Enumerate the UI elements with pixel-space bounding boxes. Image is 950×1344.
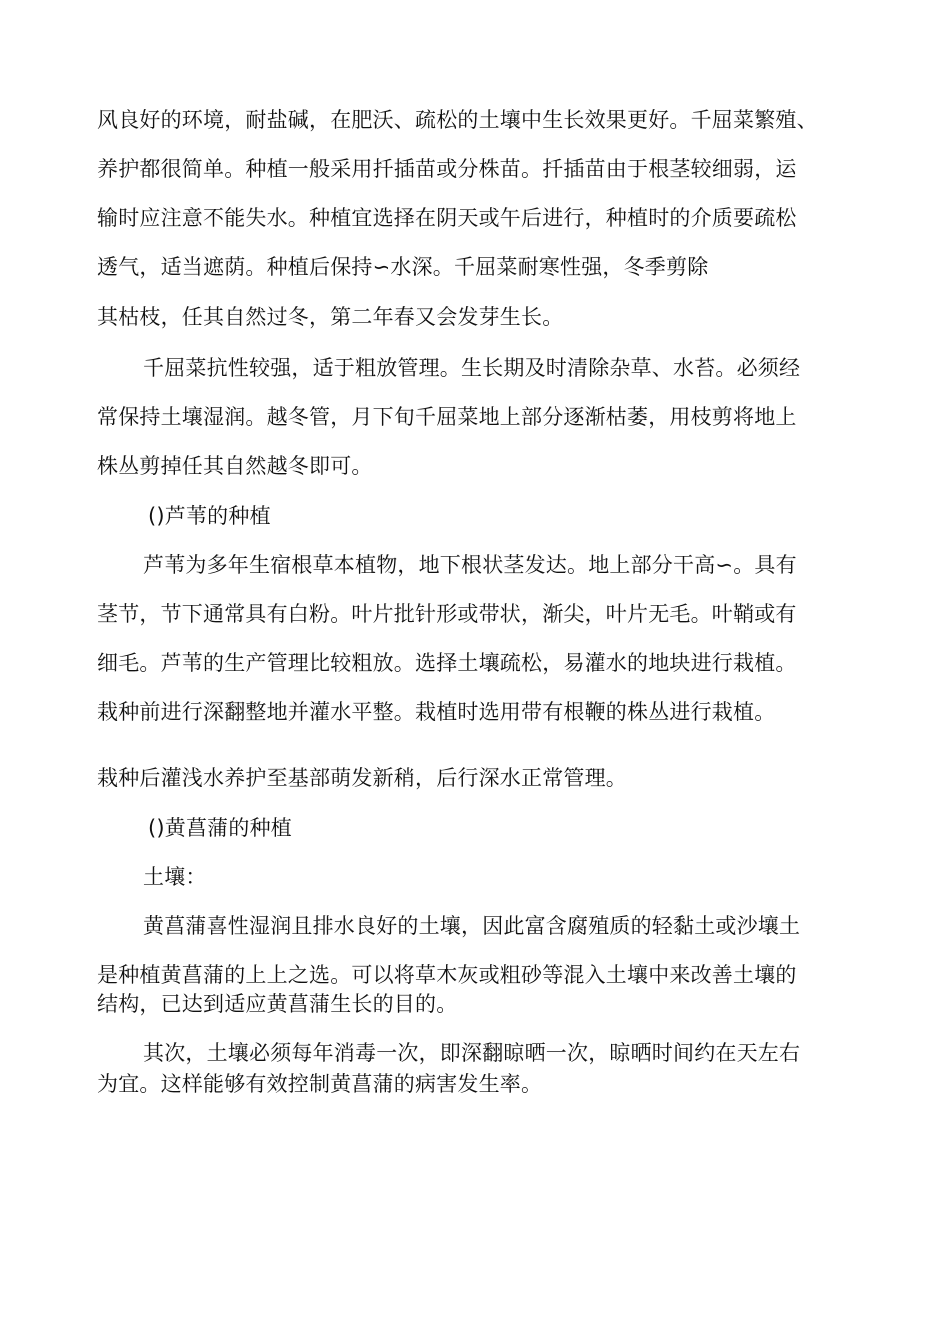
text-line: 输时应注意不能失水。种植宜选择在阴天或午后进行，种植时的介质要疏松 xyxy=(97,206,797,230)
text-line: 透气，适当遮荫。种植后保持∽水深。千屈菜耐寒性强，冬季剪除 xyxy=(97,255,709,279)
text-line: 风良好的环境，耐盐碱，在肥沃、疏松的土壤中生长效果更好。千屈菜繁殖、 xyxy=(97,108,818,132)
subheading-soil: 土壤： xyxy=(143,865,207,889)
text-line: 茎节，节下通常具有白粉。叶片批针形或带状，渐尖，叶片无毛。叶鞘或有 xyxy=(97,602,797,626)
text-line: 株丛剪掉任其自然越冬即可。 xyxy=(97,454,373,478)
section-heading: ()黄菖蒲的种植 xyxy=(148,816,292,840)
text-line: 黄菖蒲喜性湿润且排水良好的土壤，因此富含腐殖质的轻黏土或沙壤土 xyxy=(143,914,801,938)
text-line: 其次，土壤必须每年消毒一次，即深翻晾晒一次，晾晒时间约在天左右 xyxy=(143,1041,801,1065)
text-line: 养护都很简单。种植一般采用扦插苗或分株苗。扦插苗由于根茎较细弱，运 xyxy=(97,157,797,181)
text-line: 栽种后灌浅水养护至基部萌发新稍，后行深水正常管理。 xyxy=(97,766,627,790)
text-line: 为宜。这样能够有效控制黄菖蒲的病害发生率。 xyxy=(97,1072,543,1096)
text-line: 栽种前进行深翻整地并灌水平整。栽植时选用带有根鞭的株丛进行栽植。 xyxy=(97,700,776,724)
text-line: 细毛。芦苇的生产管理比较粗放。选择土壤疏松，易灌水的地块进行栽植。 xyxy=(97,651,797,675)
text-line: 芦苇为多年生宿根草本植物，地下根状茎发达。地上部分干高∽。具有 xyxy=(143,553,797,577)
text-line: 其枯枝，任其自然过冬，第二年春又会发芽生长。 xyxy=(97,305,564,329)
section-heading: ()芦苇的种植 xyxy=(148,504,271,528)
text-line: 常保持土壤湿润。越冬管，月下旬千屈菜地上部分逐渐枯萎，用枝剪将地上 xyxy=(97,405,797,429)
text-line: 结构，已达到适应黄菖蒲生长的目的。 xyxy=(97,992,458,1016)
text-line: 是种植黄菖蒲的上上之选。可以将草木灰或粗砂等混入土壤中来改善土壤的 xyxy=(97,963,797,987)
text-line: 千屈菜抗性较强，适于粗放管理。生长期及时清除杂草、水苔。必须经 xyxy=(143,356,801,380)
